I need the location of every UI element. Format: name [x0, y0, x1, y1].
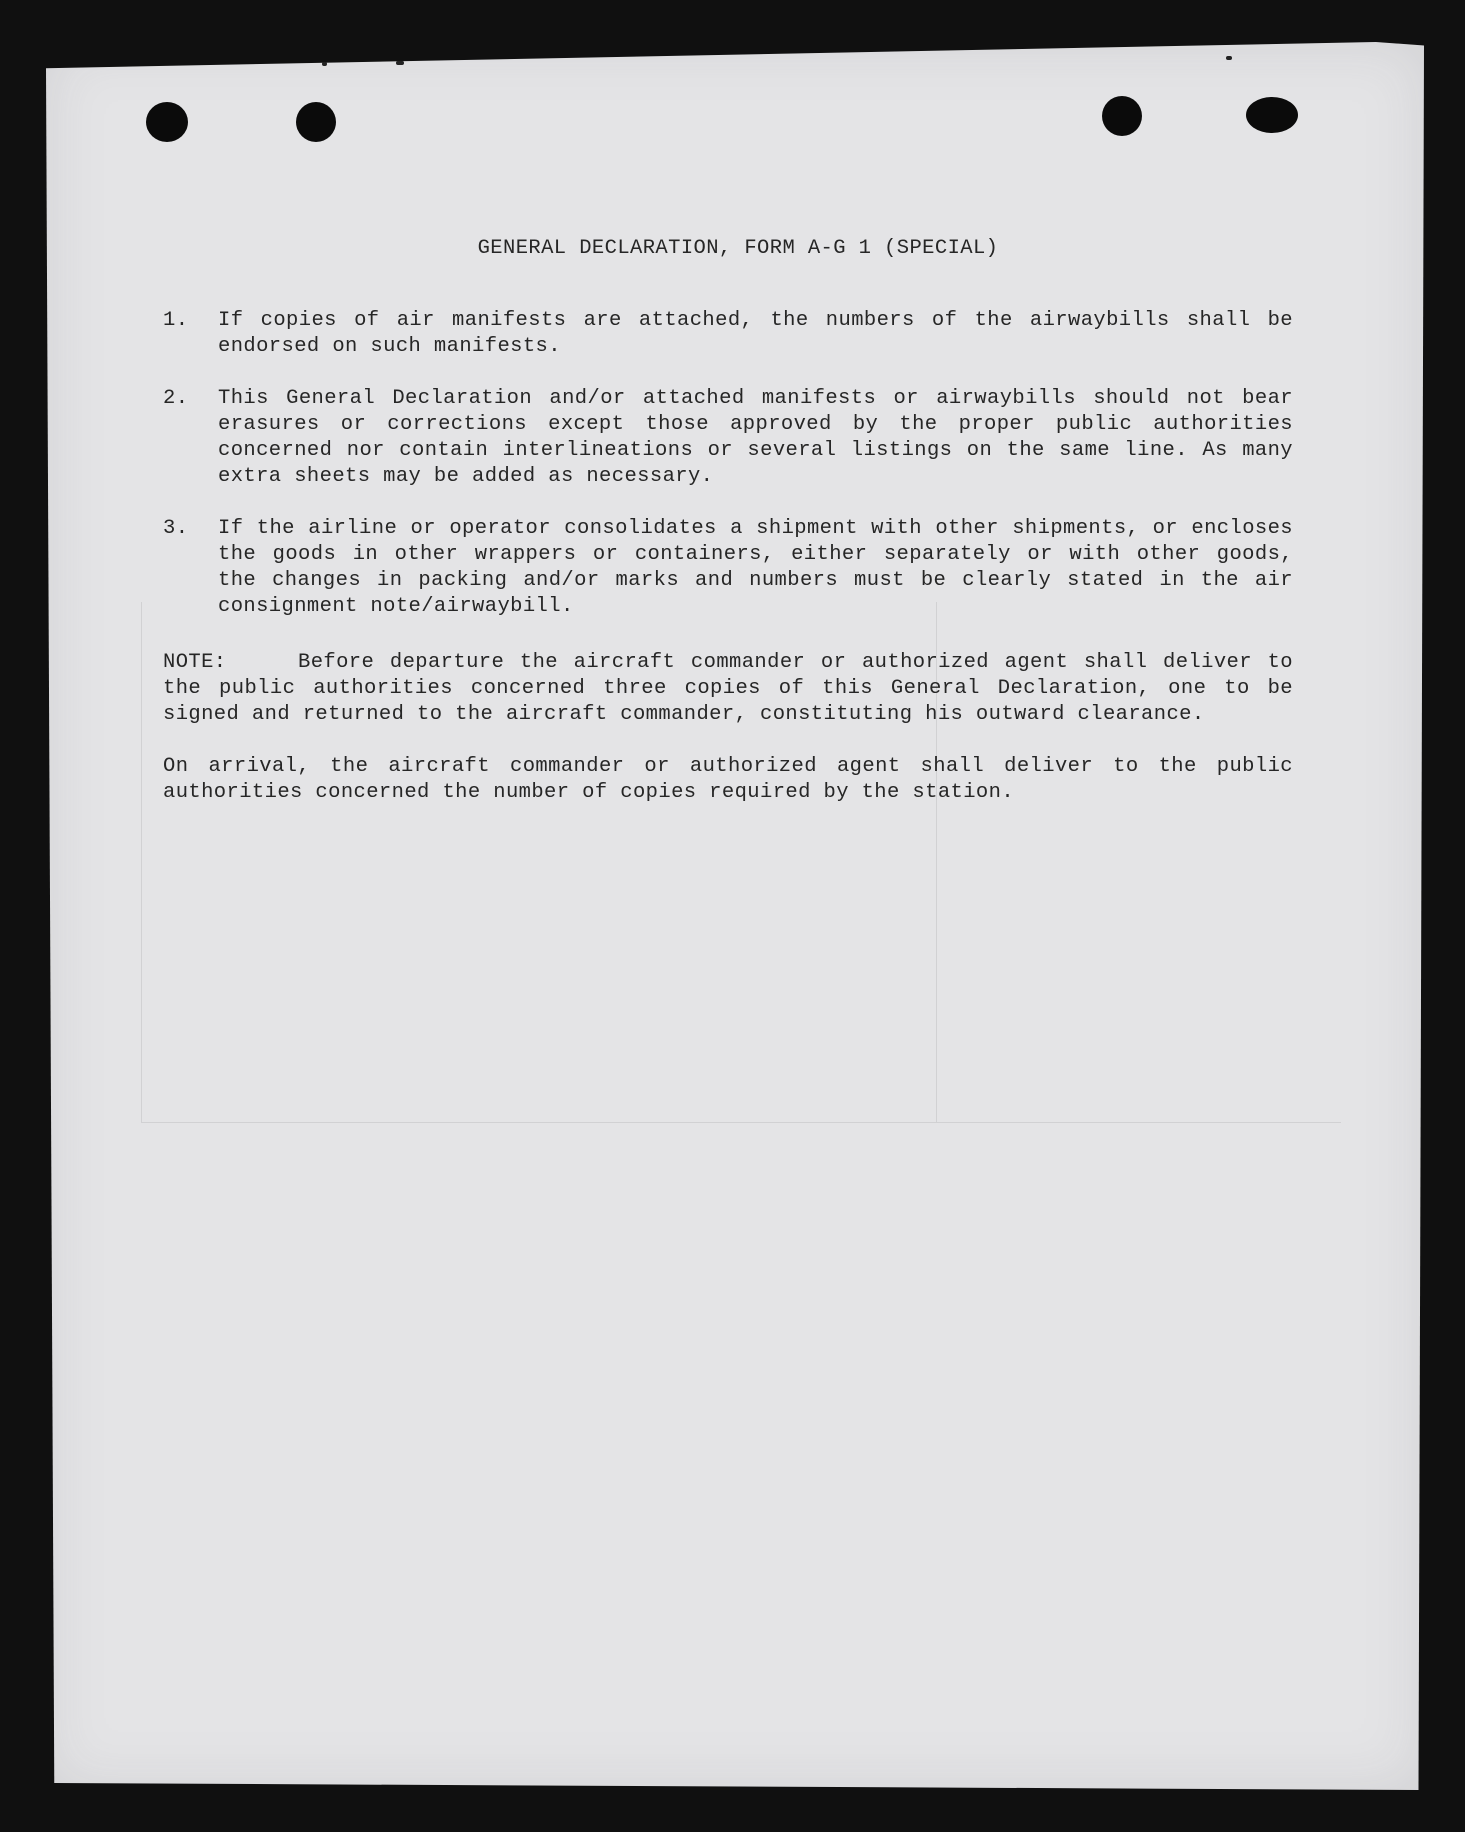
arrival-paragraph: On arrival, the aircraft commander or authorized agent shall deliver to the public authorities concerned the number of copies required by the station.	[163, 755, 1293, 804]
punch-hole-icon	[1246, 97, 1298, 133]
speck-mark	[396, 61, 404, 65]
item-text: If copies of air manifests are attached, the numbers of the airwaybills shall be endorsed on such manifests.	[218, 309, 1293, 358]
note-text: Before departure the aircraft commander or authorized agent shall deliver to the public authorities concerned three copies of this General Declaration, one to be signed and returned to the aircraft commander, constituting his outward clearance.	[163, 651, 1293, 726]
document-body	[163, 236, 1293, 806]
punch-hole-icon	[146, 102, 188, 142]
item-number: 2.	[163, 387, 189, 410]
list-item	[163, 308, 1293, 360]
note-label: NOTE:	[163, 651, 227, 674]
list-item	[163, 386, 1293, 490]
speck-mark	[322, 62, 327, 66]
item-number: 1.	[163, 309, 189, 332]
punch-hole-icon	[296, 102, 336, 142]
speck-mark	[1226, 56, 1232, 60]
list-item	[163, 516, 1293, 620]
item-text: If the airline or operator consolidates a shipment with other shipments, or encloses the goods in other wrappers or containers, either separately or with other goods, the changes in packing and/or marks and numbers must be clearly stated in the air consignment note/airwaybill.	[218, 517, 1293, 618]
document-title: GENERAL DECLARATION, FORM A-G 1 (SPECIAL)	[477, 237, 999, 260]
item-text: This General Declaration and/or attached manifests or airwaybills should not bear erasures or corrections except those approved by the proper public authorities concerned nor contain interlineations or several listings on the same line. As many extra sheets may be added as necessary.	[218, 387, 1293, 488]
item-number: 3.	[163, 517, 189, 540]
bleed-through-line	[141, 1122, 1341, 1123]
note-paragraph	[163, 650, 1293, 728]
bleed-through-line	[141, 602, 142, 1122]
punch-hole-icon	[1102, 96, 1142, 136]
